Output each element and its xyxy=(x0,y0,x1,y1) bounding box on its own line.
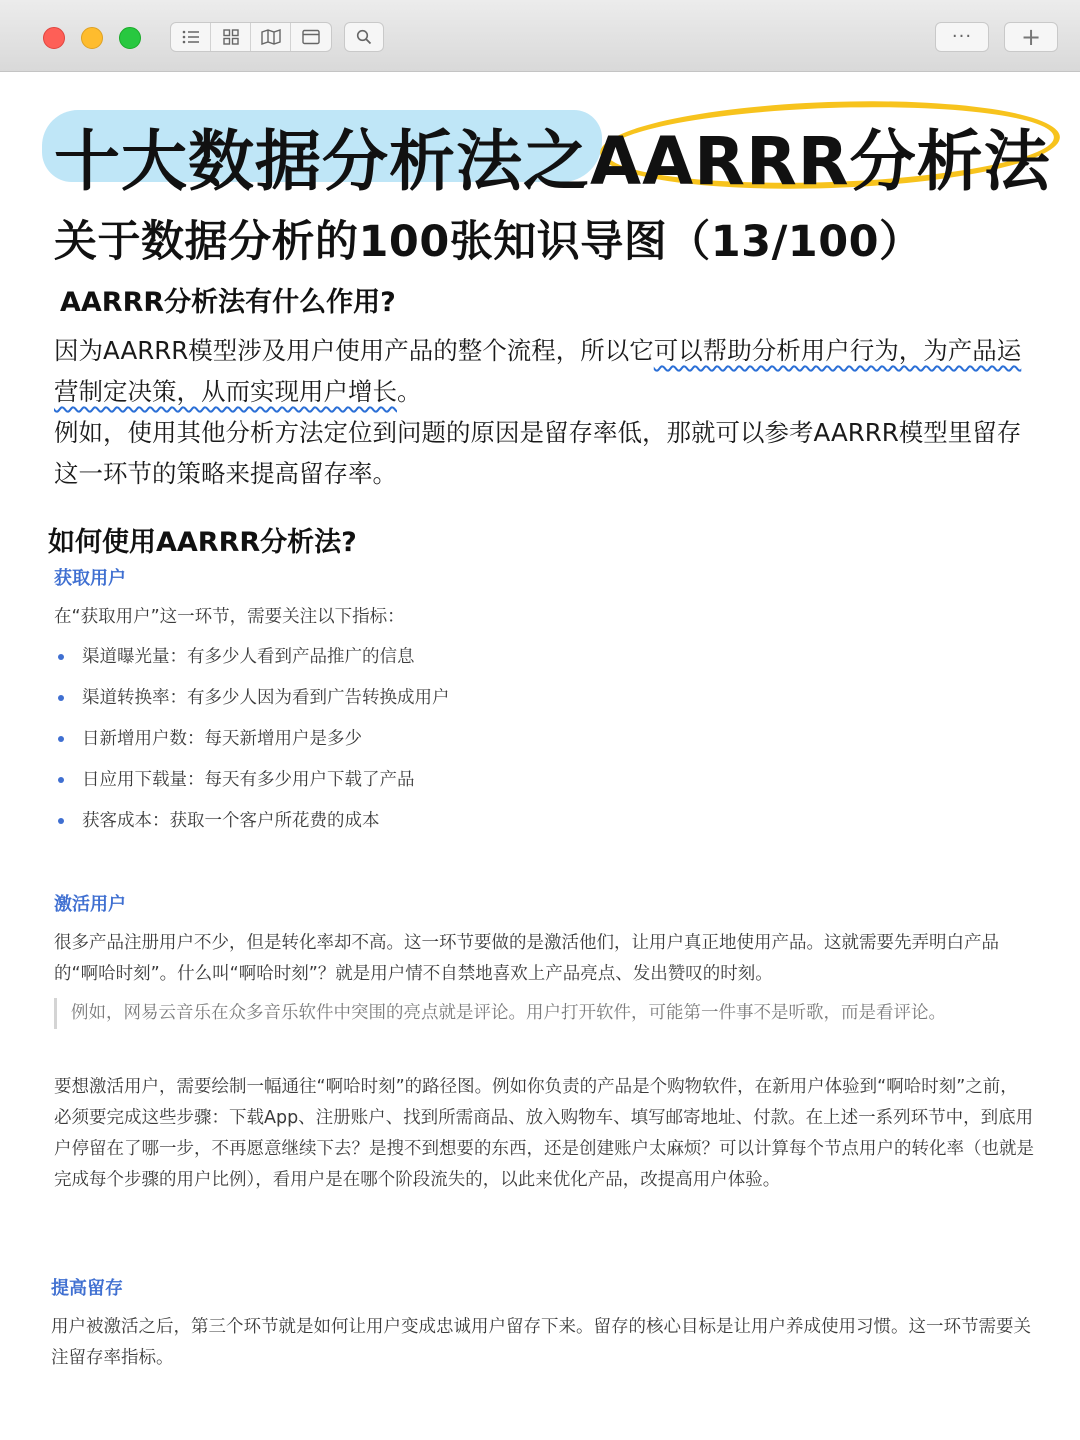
list-item: 日应用下载量：每天有多少用户下载了产品 xyxy=(54,765,754,806)
section-title-activation: 激活用户 xyxy=(54,894,126,915)
intro-question-text: AARRR分析法有什么作用? xyxy=(60,287,396,318)
list-item: 渠道曝光量：有多少人看到产品推广的信息 xyxy=(54,642,754,683)
acquisition-metrics-list xyxy=(54,642,754,847)
list-view-icon xyxy=(182,30,200,44)
grid-view-button[interactable] xyxy=(211,23,251,51)
intro-text-plain: 因为AARRR模型涉及用户使用产品的整个流程，所以它 xyxy=(54,336,654,365)
map-view-button[interactable] xyxy=(251,23,291,51)
howto-question-heading xyxy=(48,520,357,559)
window-toolbar xyxy=(0,0,1080,72)
intro-paragraph-2: 例如，使用其他分析方法定位到问题的原因是留存率低，那就可以参考AARRR模型里留存这一环节的策略来提高留存率。 xyxy=(54,418,1022,488)
list-item: 日新增用户数：每天新增用户是多少 xyxy=(54,724,754,765)
list-item: 渠道转换率：有多少人因为看到广告转换成用户 xyxy=(54,683,754,724)
zoom-window-button[interactable] xyxy=(119,27,141,49)
page-subtitle: 关于数据分析的100张知识导图（13/100） xyxy=(54,217,923,267)
search-button[interactable] xyxy=(344,22,384,52)
page-title: 十大数据分析法之AARRR分析法 xyxy=(54,123,1051,200)
window-view-button[interactable] xyxy=(291,23,331,51)
close-window-button[interactable] xyxy=(43,27,65,49)
main-title-block xyxy=(40,102,1051,200)
activation-quote: 例如，网易云音乐在众多音乐软件中突围的亮点就是评论。用户打开软件，可能第一件事不是听歌，而是看评论。 xyxy=(54,998,1014,1029)
more-icon: ··· xyxy=(951,26,973,47)
howto-question-text: 如何使用AARRR分析法? xyxy=(48,527,357,558)
view-switcher xyxy=(170,22,332,52)
retention-paragraph-1: 用户被激活之后，第三个环节就是如何让用户变成忠诚用户留存下来。留存的核心目标是让用户养成使用习惯。这一环节需要关注留存率指标。 xyxy=(51,1317,1031,1368)
add-icon: + xyxy=(1020,23,1042,51)
intro-text-end: 。 xyxy=(397,377,422,406)
map-view-icon xyxy=(261,29,281,45)
activation-paragraph-1: 很多产品注册用户不少，但是转化率却不高。这一环节要做的是激活他们，让用户真正地使用产品。这就需要先弄明白产品的“啊哈时刻”。什么叫“啊哈时刻”？就是用户情不自禁地喜欢上产品亮点、发出赞叹的时刻。 xyxy=(54,933,999,984)
acquisition-intro: 在“获取用户”这一环节，需要关注以下指标： xyxy=(54,607,405,627)
list-view-button[interactable] xyxy=(171,23,211,51)
section-title-acquisition: 获取用户 xyxy=(54,568,126,589)
intro-question-heading xyxy=(60,280,396,319)
window-icon xyxy=(302,29,320,45)
list-item: 获客成本：获取一个客户所花费的成本 xyxy=(54,806,754,847)
add-button[interactable] xyxy=(1004,22,1058,52)
grid-view-icon xyxy=(223,29,239,45)
intro-paragraph-1 xyxy=(54,330,1034,412)
more-button[interactable] xyxy=(935,22,989,52)
intro-text-emphasis: 可以帮助分析用户行为，为产品运营制定决策，从而实现用户增长 xyxy=(54,336,1022,406)
minimize-window-button[interactable] xyxy=(81,27,103,49)
activation-paragraph-2: 要想激活用户，需要绘制一幅通往“啊哈时刻”的路径图。例如你负责的产品是个购物软件，在新用户体验到“啊哈时刻”之前，必须要完成这些步骤：下载App、注册账户、找到所需商品、放入购物车、填写邮寄地址、付款。在上述一系列环节中，到底用户停留在了哪一步，不再愿意继续下去？是搜不到想要的东西，还是创建账户太麻烦？可以计算每个节点用户的转化率（也就是完成每个步骤的用户比例），看用户是在哪个阶段流失的，以此来优化产品，改提高用户体验。 xyxy=(54,1077,1034,1190)
section-title-retention: 提高留存 xyxy=(51,1278,123,1299)
search-icon xyxy=(356,29,372,45)
